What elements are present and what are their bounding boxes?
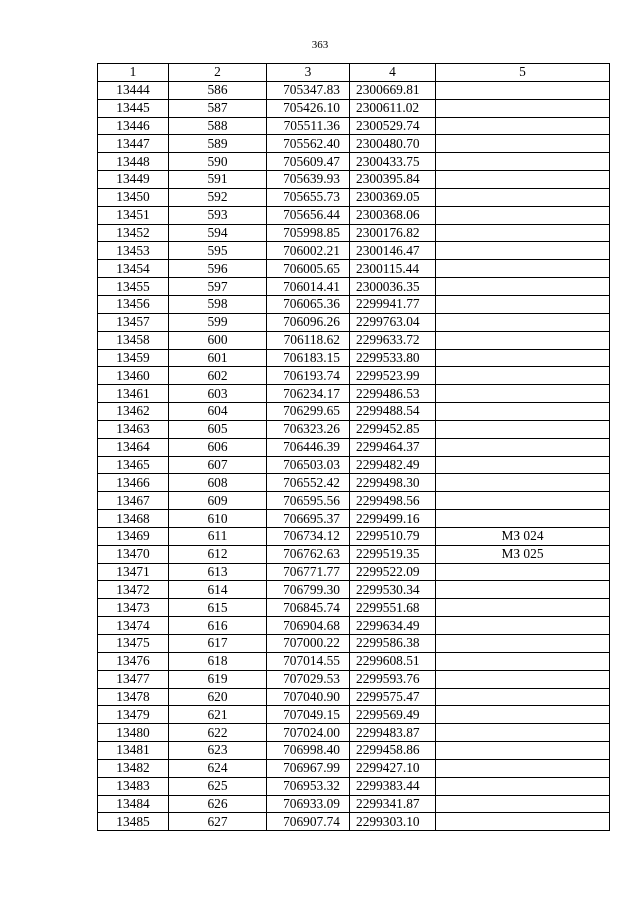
point-number-cell: 606 [169,438,267,456]
point-number-cell: 616 [169,617,267,635]
table-body [98,81,610,830]
note-cell [436,510,610,528]
y-coordinate-cell: 2299498.30 [350,474,436,492]
x-coordinate-cell: 706005.65 [267,260,350,278]
point-number-cell: 619 [169,670,267,688]
y-coordinate-cell: 2300669.81 [350,81,436,99]
note-cell [436,349,610,367]
y-coordinate-cell: 2299510.79 [350,527,436,545]
table-row [98,278,610,296]
point-id-cell: 13485 [98,813,169,831]
table-row [98,581,610,599]
table-row [98,188,610,206]
y-coordinate-cell: 2299593.76 [350,670,436,688]
x-coordinate-cell: 706193.74 [267,367,350,385]
table-row [98,706,610,724]
point-number-cell: 591 [169,171,267,189]
table-row [98,295,610,313]
point-id-cell: 13466 [98,474,169,492]
note-cell [436,617,610,635]
table-row [98,742,610,760]
point-id-cell: 13484 [98,795,169,813]
point-number-cell: 586 [169,81,267,99]
x-coordinate-cell: 706446.39 [267,438,350,456]
table-row [98,403,610,421]
point-id-cell: 13449 [98,171,169,189]
y-coordinate-cell: 2300433.75 [350,153,436,171]
point-id-cell: 13460 [98,367,169,385]
note-cell [436,81,610,99]
point-number-cell: 592 [169,188,267,206]
y-coordinate-cell: 2299452.85 [350,420,436,438]
y-coordinate-cell: 2299486.53 [350,385,436,403]
y-coordinate-cell: 2299569.49 [350,706,436,724]
note-cell [436,331,610,349]
x-coordinate-cell: 705347.83 [267,81,350,99]
point-number-cell: 609 [169,492,267,510]
table-row [98,599,610,617]
x-coordinate-cell: 706234.17 [267,385,350,403]
point-id-cell: 13479 [98,706,169,724]
note-cell [436,492,610,510]
point-number-cell: 621 [169,706,267,724]
note-cell [436,652,610,670]
note-cell [436,706,610,724]
x-coordinate-cell: 706845.74 [267,599,350,617]
column-header: 2 [169,64,267,82]
y-coordinate-cell: 2300115.44 [350,260,436,278]
table-row [98,617,610,635]
point-id-cell: 13482 [98,759,169,777]
point-id-cell: 13447 [98,135,169,153]
note-cell [436,688,610,706]
note-cell [436,188,610,206]
point-number-cell: 600 [169,331,267,349]
point-number-cell: 614 [169,581,267,599]
x-coordinate-cell: 706907.74 [267,813,350,831]
table-row [98,652,610,670]
point-id-cell: 13467 [98,492,169,510]
point-number-cell: 595 [169,242,267,260]
y-coordinate-cell: 2299586.38 [350,635,436,653]
x-coordinate-cell: 705562.40 [267,135,350,153]
y-coordinate-cell: 2300611.02 [350,99,436,117]
x-coordinate-cell: 706953.32 [267,777,350,795]
point-id-cell: 13470 [98,545,169,563]
point-id-cell: 13465 [98,456,169,474]
table-row [98,349,610,367]
x-coordinate-cell: 707014.55 [267,652,350,670]
note-cell [436,171,610,189]
x-coordinate-cell: 706933.09 [267,795,350,813]
y-coordinate-cell: 2299498.56 [350,492,436,510]
x-coordinate-cell: 707029.53 [267,670,350,688]
x-coordinate-cell: 706967.99 [267,759,350,777]
point-id-cell: 13474 [98,617,169,635]
point-number-cell: 587 [169,99,267,117]
table-row [98,99,610,117]
point-number-cell: 604 [169,403,267,421]
note-cell [436,813,610,831]
point-number-cell: 620 [169,688,267,706]
point-number-cell: 603 [169,385,267,403]
page-number: 363 [311,39,329,51]
point-number-cell: 594 [169,224,267,242]
point-id-cell: 13444 [98,81,169,99]
point-id-cell: 13469 [98,527,169,545]
note-cell [436,795,610,813]
point-number-cell: 588 [169,117,267,135]
point-id-cell: 13458 [98,331,169,349]
point-id-cell: 13446 [98,117,169,135]
point-id-cell: 13457 [98,313,169,331]
x-coordinate-cell: 705609.47 [267,153,350,171]
table-row [98,510,610,528]
x-coordinate-cell: 705998.85 [267,224,350,242]
y-coordinate-cell: 2299941.77 [350,295,436,313]
y-coordinate-cell: 2300480.70 [350,135,436,153]
note-cell [436,224,610,242]
y-coordinate-cell: 2299341.87 [350,795,436,813]
x-coordinate-cell: 706014.41 [267,278,350,296]
point-id-cell: 13472 [98,581,169,599]
x-coordinate-cell: 707024.00 [267,724,350,742]
y-coordinate-cell: 2299519.35 [350,545,436,563]
note-cell [436,474,610,492]
point-id-cell: 13481 [98,742,169,760]
table-row [98,670,610,688]
point-id-cell: 13450 [98,188,169,206]
note-cell [436,403,610,421]
x-coordinate-cell: 706734.12 [267,527,350,545]
x-coordinate-cell: 705426.10 [267,99,350,117]
point-id-cell: 13462 [98,403,169,421]
table-row [98,242,610,260]
note-cell [436,724,610,742]
note-cell [436,420,610,438]
y-coordinate-cell: 2299499.16 [350,510,436,528]
point-id-cell: 13456 [98,295,169,313]
table-row [98,456,610,474]
y-coordinate-cell: 2299763.04 [350,313,436,331]
x-coordinate-cell: 706096.26 [267,313,350,331]
y-coordinate-cell: 2299522.09 [350,563,436,581]
point-number-cell: 610 [169,510,267,528]
point-id-cell: 13477 [98,670,169,688]
point-number-cell: 593 [169,206,267,224]
table-row [98,81,610,99]
point-id-cell: 13445 [98,99,169,117]
point-number-cell: 612 [169,545,267,563]
point-id-cell: 13454 [98,260,169,278]
y-coordinate-cell: 2299383.44 [350,777,436,795]
x-coordinate-cell: 705639.93 [267,171,350,189]
point-id-cell: 13451 [98,206,169,224]
point-number-cell: 618 [169,652,267,670]
note-cell [436,385,610,403]
point-number-cell: 589 [169,135,267,153]
point-id-cell: 13459 [98,349,169,367]
table-row [98,724,610,742]
y-coordinate-cell: 2300036.35 [350,278,436,296]
x-coordinate-cell: 706118.62 [267,331,350,349]
point-number-cell: 602 [169,367,267,385]
table-row [98,206,610,224]
point-id-cell: 13461 [98,385,169,403]
point-id-cell: 13453 [98,242,169,260]
note-cell [436,313,610,331]
y-coordinate-cell: 2300368.06 [350,206,436,224]
x-coordinate-cell: 706552.42 [267,474,350,492]
y-coordinate-cell: 2300395.84 [350,171,436,189]
x-coordinate-cell: 706183.15 [267,349,350,367]
note-cell [436,242,610,260]
point-id-cell: 13476 [98,652,169,670]
point-number-cell: 622 [169,724,267,742]
point-number-cell: 597 [169,278,267,296]
point-id-cell: 13473 [98,599,169,617]
point-number-cell: 590 [169,153,267,171]
note-cell [436,295,610,313]
table-row [98,135,610,153]
point-number-cell: 598 [169,295,267,313]
x-coordinate-cell: 706002.21 [267,242,350,260]
x-coordinate-cell: 706762.63 [267,545,350,563]
point-number-cell: 608 [169,474,267,492]
table-row [98,474,610,492]
table-row [98,492,610,510]
point-number-cell: 613 [169,563,267,581]
point-number-cell: 623 [169,742,267,760]
y-coordinate-cell: 2299533.80 [350,349,436,367]
point-id-cell: 13471 [98,563,169,581]
table-row [98,635,610,653]
table-header-row [98,64,610,82]
table-row [98,171,610,189]
note-cell [436,599,610,617]
x-coordinate-cell: 706799.30 [267,581,350,599]
note-cell [436,278,610,296]
note-cell [436,456,610,474]
x-coordinate-cell: 706771.77 [267,563,350,581]
x-coordinate-cell: 706065.36 [267,295,350,313]
y-coordinate-cell: 2299488.54 [350,403,436,421]
point-id-cell: 13483 [98,777,169,795]
x-coordinate-cell: 706595.56 [267,492,350,510]
point-number-cell: 605 [169,420,267,438]
y-coordinate-cell: 2299303.10 [350,813,436,831]
point-id-cell: 13464 [98,438,169,456]
point-number-cell: 625 [169,777,267,795]
table-row [98,331,610,349]
note-cell [436,206,610,224]
table-row [98,813,610,831]
point-number-cell: 627 [169,813,267,831]
x-coordinate-cell: 705655.73 [267,188,350,206]
note-cell [436,438,610,456]
point-number-cell: 601 [169,349,267,367]
point-id-cell: 13468 [98,510,169,528]
table-row [98,527,610,545]
column-header: 3 [267,64,350,82]
y-coordinate-cell: 2299530.34 [350,581,436,599]
note-cell [436,742,610,760]
table-row [98,260,610,278]
point-id-cell: 13463 [98,420,169,438]
x-coordinate-cell: 706299.65 [267,403,350,421]
y-coordinate-cell: 2299458.86 [350,742,436,760]
x-coordinate-cell: 705511.36 [267,117,350,135]
x-coordinate-cell: 707040.90 [267,688,350,706]
column-header: 4 [350,64,436,82]
note-cell: МЗ 025 [436,545,610,563]
coordinates-table [97,63,610,831]
x-coordinate-cell: 705656.44 [267,206,350,224]
table-row [98,367,610,385]
point-number-cell: 615 [169,599,267,617]
note-cell [436,777,610,795]
table-row [98,759,610,777]
y-coordinate-cell: 2299483.87 [350,724,436,742]
x-coordinate-cell: 706323.26 [267,420,350,438]
table-row [98,545,610,563]
table-row [98,385,610,403]
point-id-cell: 13455 [98,278,169,296]
y-coordinate-cell: 2299608.51 [350,652,436,670]
x-coordinate-cell: 707049.15 [267,706,350,724]
y-coordinate-cell: 2300176.82 [350,224,436,242]
note-cell [436,117,610,135]
x-coordinate-cell: 706904.68 [267,617,350,635]
note-cell [436,670,610,688]
x-coordinate-cell: 707000.22 [267,635,350,653]
point-number-cell: 624 [169,759,267,777]
point-id-cell: 13452 [98,224,169,242]
y-coordinate-cell: 2299482.49 [350,456,436,474]
y-coordinate-cell: 2299464.37 [350,438,436,456]
y-coordinate-cell: 2299551.68 [350,599,436,617]
x-coordinate-cell: 706695.37 [267,510,350,528]
point-id-cell: 13475 [98,635,169,653]
note-cell [436,367,610,385]
table-row [98,420,610,438]
note-cell [436,260,610,278]
point-number-cell: 607 [169,456,267,474]
y-coordinate-cell: 2300369.05 [350,188,436,206]
x-coordinate-cell: 706998.40 [267,742,350,760]
point-number-cell: 599 [169,313,267,331]
point-number-cell: 626 [169,795,267,813]
y-coordinate-cell: 2300146.47 [350,242,436,260]
column-header: 1 [98,64,169,82]
y-coordinate-cell: 2299427.10 [350,759,436,777]
y-coordinate-cell: 2299523.99 [350,367,436,385]
point-id-cell: 13478 [98,688,169,706]
note-cell [436,563,610,581]
table-row [98,117,610,135]
note-cell [436,99,610,117]
table-row [98,563,610,581]
note-cell [436,135,610,153]
y-coordinate-cell: 2299633.72 [350,331,436,349]
point-number-cell: 596 [169,260,267,278]
y-coordinate-cell: 2300529.74 [350,117,436,135]
note-cell [436,635,610,653]
column-header: 5 [436,64,610,82]
y-coordinate-cell: 2299634.49 [350,617,436,635]
note-cell [436,153,610,171]
y-coordinate-cell: 2299575.47 [350,688,436,706]
table-row [98,777,610,795]
table-row [98,313,610,331]
x-coordinate-cell: 706503.03 [267,456,350,474]
point-number-cell: 617 [169,635,267,653]
point-id-cell: 13448 [98,153,169,171]
point-number-cell: 611 [169,527,267,545]
table-row [98,688,610,706]
table-row [98,795,610,813]
note-cell: МЗ 024 [436,527,610,545]
table-row [98,224,610,242]
note-cell [436,581,610,599]
point-id-cell: 13480 [98,724,169,742]
table-row [98,153,610,171]
note-cell [436,759,610,777]
table-row [98,438,610,456]
